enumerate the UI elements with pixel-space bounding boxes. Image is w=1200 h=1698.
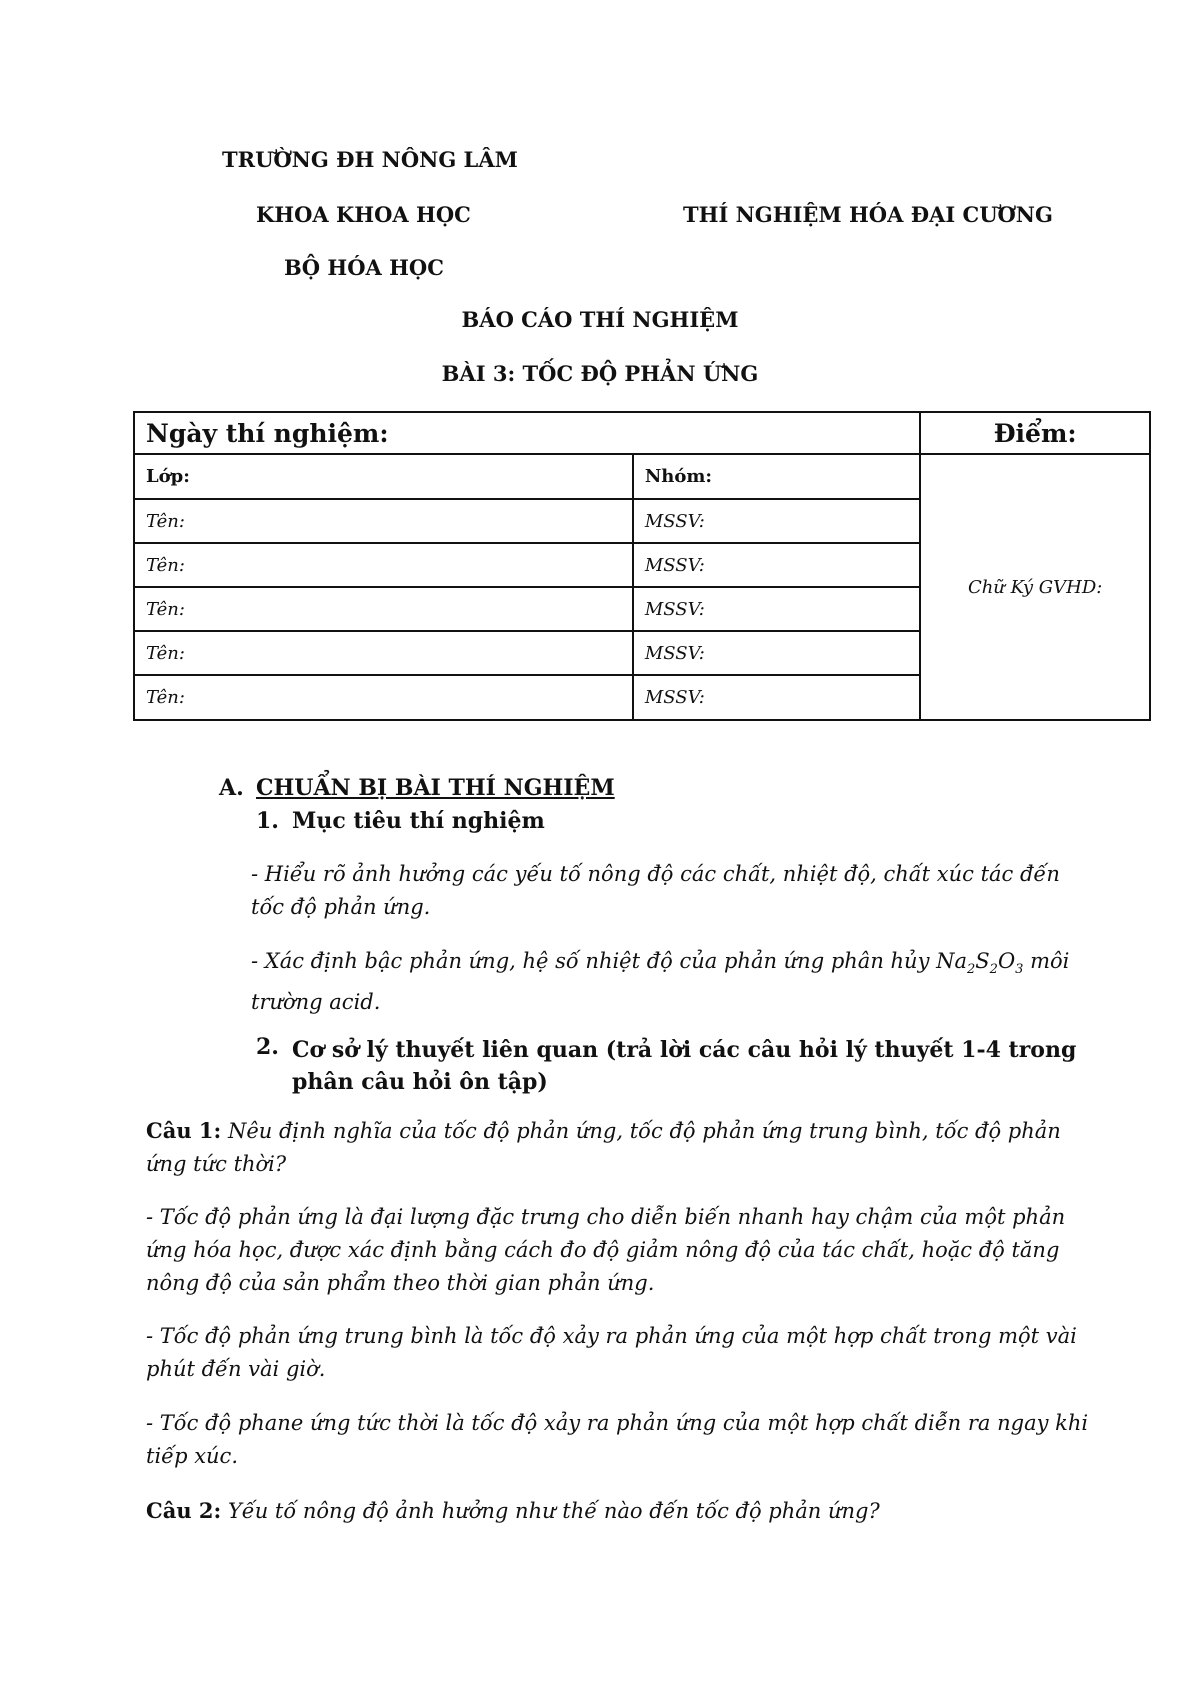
answer-1-paragraph-2: - Tốc độ phản ứng trung bình là tốc độ xảy ra phản ứng của một hợp chất trong một vài phút đến vài giờ. [146, 1324, 1077, 1381]
student-id-cell [633, 543, 920, 587]
department-name: BỘ HÓA HỌC [284, 255, 444, 280]
item-2-title: Cơ sở lý thuyết liên quan (trả lời các câu hỏi lý thuyết 1-4 trong phân câu hỏi ôn tập) [292, 1037, 1077, 1095]
name-cell [134, 543, 633, 587]
question-1-text: Nêu định nghĩa của tốc độ phản ứng, tốc độ phản ứng trung bình, tốc độ phản ứng tức thời? [146, 1119, 1061, 1176]
objective-2-prefix: - Xác định bậc phản ứng, hệ số nhiệt độ của phản ứng phân hủy Na [251, 949, 967, 973]
report-title: BÁO CÁO THÍ NGHIỆM [461, 307, 739, 332]
date-cell [134, 412, 920, 454]
section-a-title: CHUẨN BỊ BÀI THÍ NGHIỆM [256, 775, 615, 801]
name-cell [134, 675, 633, 720]
formula-part: S [975, 949, 990, 973]
objective-2-suffix: môi trường acid. [251, 949, 1070, 1015]
name-label: Tên: [146, 687, 185, 708]
name-label: Tên: [146, 642, 185, 664]
faculty-name: KHOA KHOA HỌC [256, 202, 471, 227]
item-2-number: 2. [256, 1034, 279, 1060]
objective-1: - Hiểu rõ ảnh hưởng các yếu tố nông độ các chất, nhiệt độ, chất xúc tác đến tốc độ phản ứng. [251, 862, 1060, 919]
group-cell [633, 454, 920, 499]
student-id-label: MSSV: [644, 642, 705, 664]
score-label: Điểm: [993, 418, 1077, 448]
lesson-title: BÀI 3: TỐC ĐỘ PHẢN ỨNG [441, 361, 759, 386]
name-cell [134, 499, 633, 543]
date-label: Ngày thí nghiệm: [146, 418, 389, 448]
student-id-label: MSSV: [644, 554, 705, 576]
objective-2 [251, 945, 1091, 1019]
section-a-marker: A. [219, 775, 244, 801]
school-name: TRƯỜNG ĐH NÔNG LÂM [222, 147, 518, 172]
question-1 [146, 1114, 1091, 1181]
score-cell [920, 412, 1150, 454]
class-label: Lớp: [146, 466, 190, 487]
name-label: Tên: [146, 554, 185, 576]
question-1-label: Câu 1: [146, 1118, 222, 1143]
item-1-title: Mục tiêu thí nghiệm [292, 808, 545, 834]
group-label: Nhóm: [644, 466, 713, 487]
question-2-label: Câu 2: [146, 1498, 222, 1523]
student-id-label: MSSV: [644, 510, 705, 532]
student-id-cell [633, 499, 920, 543]
formula-subscript: 2 [967, 962, 976, 978]
name-label: Tên: [146, 598, 185, 620]
student-id-cell [633, 587, 920, 631]
student-id-label: MSSV: [644, 598, 705, 620]
answer-1-paragraph-3: - Tốc độ phane ứng tức thời là tốc độ xảy ra phản ứng của một hợp chất diễn ra ngay khi tiếp xúc. [146, 1411, 1089, 1468]
question-2 [146, 1494, 1091, 1528]
signature-label: Chữ Ký GVHD: [967, 576, 1103, 598]
answer-1-paragraph-1: - Tốc độ phản ứng là đại lượng đặc trưng cho diễn biến nhanh hay chậm của một phản ứng hóa học, được xác định bằng cách đo độ giảm nông độ của tác chất, hoặc độ tăng nông độ của sản phẩm theo thời gian phản ứng. [146, 1205, 1066, 1295]
name-cell [134, 631, 633, 675]
class-cell [134, 454, 633, 499]
table-row [134, 412, 1150, 454]
student-id-cell [633, 631, 920, 675]
signature-cell [920, 454, 1150, 720]
student-id-cell [633, 675, 920, 720]
student-id-label: MSSV: [644, 687, 705, 708]
course-name: THÍ NGHIỆM HÓA ĐẠI CƯƠNG [683, 202, 1053, 227]
name-label: Tên: [146, 510, 185, 532]
name-cell [134, 587, 633, 631]
question-2-text: Yếu tố nông độ ảnh hưởng như thế nào đến tốc độ phản ứng? [221, 1499, 880, 1523]
formula-subscript: 3 [1015, 962, 1024, 978]
formula-part: O [997, 949, 1016, 973]
report-info-table [133, 411, 1151, 721]
formula-subscript: 2 [989, 962, 998, 978]
table-row [134, 454, 1150, 499]
item-1-number: 1. [256, 808, 279, 834]
